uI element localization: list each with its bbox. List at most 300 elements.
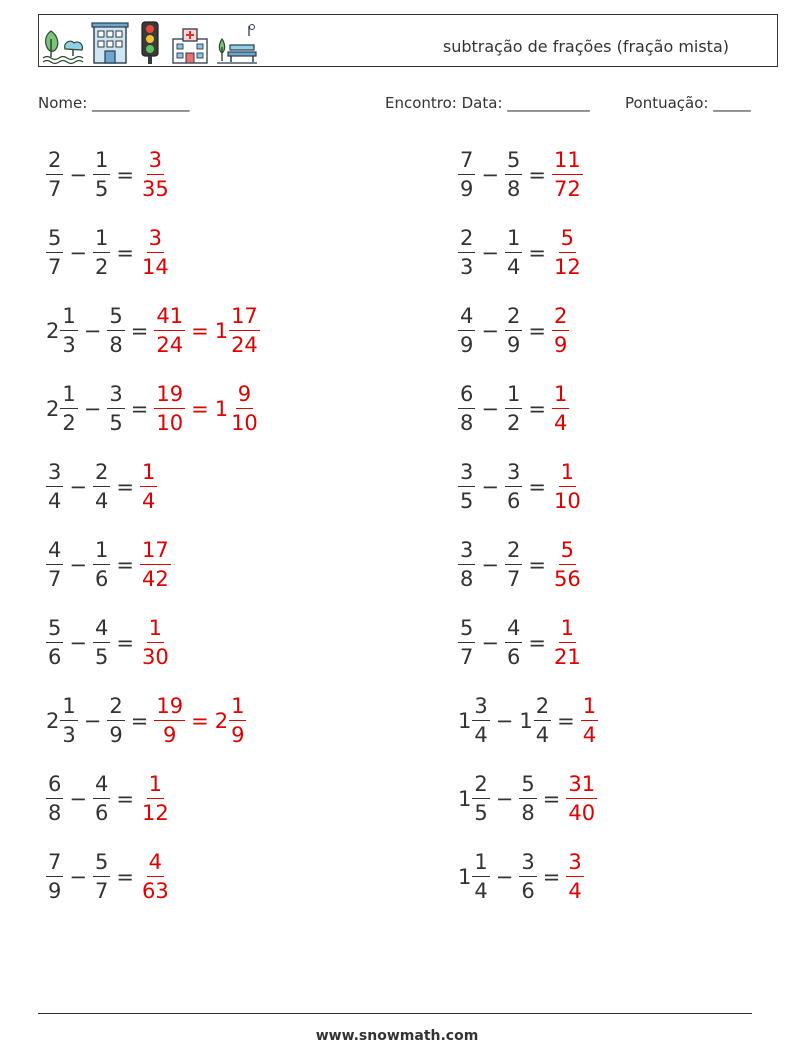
fraction-term <box>505 462 522 512</box>
whole-number: 2 <box>214 709 229 733</box>
numerator: 2 <box>107 696 124 721</box>
numerator: 3 <box>147 150 164 175</box>
numerator: 7 <box>458 150 475 175</box>
fraction <box>552 618 583 668</box>
problem-item <box>46 609 171 677</box>
whole-number: 1 <box>458 787 472 811</box>
problem-item <box>46 219 171 287</box>
problem-item <box>458 765 597 833</box>
whole-number: 2 <box>46 319 60 343</box>
fraction <box>46 540 63 590</box>
fraction-term <box>566 852 583 902</box>
fraction <box>93 228 110 278</box>
fraction-term <box>46 150 63 200</box>
fraction-term <box>552 228 583 278</box>
numerator: 3 <box>566 852 583 877</box>
fraction <box>46 462 63 512</box>
fraction-term <box>154 384 185 434</box>
fraction <box>552 462 583 512</box>
fraction <box>46 618 63 668</box>
numerator: 5 <box>519 774 536 799</box>
fraction <box>140 774 171 824</box>
equals-sign: = <box>130 319 149 343</box>
fraction <box>93 852 110 902</box>
fraction <box>229 306 260 356</box>
problem-item <box>458 297 569 365</box>
fraction-term <box>215 384 260 434</box>
fraction-term <box>552 462 583 512</box>
fraction-term <box>458 150 475 200</box>
fraction-term <box>566 774 597 824</box>
numerator: 2 <box>458 228 475 253</box>
problem-item <box>46 531 171 599</box>
hospital-icon <box>171 27 209 65</box>
numerator: 1 <box>60 696 77 721</box>
equals-sign: = <box>528 241 546 265</box>
name-field-label: Nome: _____________ <box>38 94 190 112</box>
numerator: 2 <box>505 306 522 331</box>
numerator: 1 <box>552 384 569 409</box>
fraction <box>93 618 110 668</box>
denominator: 21 <box>553 645 581 669</box>
fraction <box>140 462 157 512</box>
denominator: 7 <box>94 879 109 903</box>
fraction <box>46 150 63 200</box>
fraction-term <box>46 462 63 512</box>
equals-sign: = <box>542 865 561 889</box>
whole-number: 1 <box>214 319 229 343</box>
numerator: 2 <box>505 540 522 565</box>
numerator: 5 <box>46 618 63 643</box>
fraction <box>505 540 522 590</box>
problem-item <box>458 453 583 521</box>
numerator: 1 <box>559 618 576 643</box>
numerator: 5 <box>458 618 475 643</box>
fraction <box>458 150 475 200</box>
fraction-term <box>458 540 475 590</box>
fraction-term <box>93 150 110 200</box>
meeting-date-label: Encontro: Data: ___________ <box>385 94 590 112</box>
fraction <box>519 852 536 902</box>
numerator: 4 <box>458 306 475 331</box>
fraction-term <box>46 306 78 356</box>
denominator: 5 <box>460 489 474 513</box>
numerator: 5 <box>93 852 110 877</box>
minus-sign: − <box>495 709 514 733</box>
minus-sign: − <box>69 241 87 265</box>
numerator: 1 <box>505 228 522 253</box>
minus-sign: − <box>83 397 102 421</box>
fraction-term <box>552 540 583 590</box>
denominator: 4 <box>474 723 488 747</box>
numerator: 3 <box>107 384 124 409</box>
equals-sign: = <box>528 475 546 499</box>
fraction <box>505 228 522 278</box>
numerator: 5 <box>559 540 576 565</box>
denominator: 2 <box>62 411 76 435</box>
problem-item <box>46 141 171 209</box>
minus-sign: − <box>481 475 499 499</box>
denominator: 3 <box>62 723 76 747</box>
denominator: 8 <box>48 801 62 825</box>
fraction <box>534 696 551 746</box>
numerator: 17 <box>140 540 171 565</box>
fraction-term <box>552 618 583 668</box>
fraction <box>581 696 598 746</box>
fraction <box>140 618 171 668</box>
problem-item <box>458 843 584 911</box>
fraction <box>472 696 489 746</box>
numerator: 3 <box>147 228 164 253</box>
fraction <box>458 540 475 590</box>
fraction <box>458 306 475 356</box>
fraction <box>154 696 185 746</box>
numerator: 4 <box>93 618 110 643</box>
fraction-term <box>93 540 110 590</box>
denominator: 8 <box>506 177 521 201</box>
fraction-term <box>505 228 522 278</box>
equals-sign: = <box>116 865 134 889</box>
denominator: 9 <box>460 177 474 201</box>
numerator: 5 <box>505 150 522 175</box>
fraction-term <box>107 696 124 746</box>
minus-sign: − <box>481 631 499 655</box>
fraction <box>566 852 583 902</box>
equals-sign: = <box>130 709 149 733</box>
denominator: 3 <box>460 255 474 279</box>
denominator: 14 <box>141 255 169 279</box>
equals-sign: = <box>528 553 546 577</box>
fraction <box>107 384 124 434</box>
fraction-term <box>46 852 63 902</box>
fraction-term <box>154 306 185 356</box>
fraction-term <box>46 618 63 668</box>
fraction-term <box>519 774 536 824</box>
park-bench-icon <box>215 21 259 65</box>
numerator: 4 <box>505 618 522 643</box>
problem-item <box>46 375 260 443</box>
numerator: 1 <box>559 462 576 487</box>
numerator: 1 <box>93 150 110 175</box>
denominator: 4 <box>94 489 109 513</box>
equals-sign: = <box>130 397 149 421</box>
numerator: 1 <box>472 852 489 877</box>
fraction <box>93 462 110 512</box>
numerator: 5 <box>46 228 63 253</box>
minus-sign: − <box>69 787 87 811</box>
fraction-term <box>215 696 247 746</box>
fraction-term <box>458 228 475 278</box>
denominator: 6 <box>94 567 109 591</box>
denominator: 6 <box>94 801 109 825</box>
fraction <box>505 306 522 356</box>
fraction-term <box>93 618 110 668</box>
fraction <box>472 774 489 824</box>
minus-sign: − <box>495 787 514 811</box>
denominator: 8 <box>460 411 474 435</box>
equals-sign: = <box>116 787 134 811</box>
numerator: 3 <box>458 462 475 487</box>
whole-number: 1 <box>214 397 229 421</box>
denominator: 56 <box>553 567 581 591</box>
problem-item <box>46 297 260 365</box>
fraction <box>505 150 522 200</box>
numerator: 1 <box>147 774 164 799</box>
equals-sign: = <box>116 241 134 265</box>
whole-number: 1 <box>458 709 472 733</box>
fraction-term <box>140 618 171 668</box>
numerator: 1 <box>147 618 164 643</box>
numerator: 41 <box>154 306 185 331</box>
numerator: 11 <box>552 150 583 175</box>
denominator: 4 <box>535 723 550 747</box>
fraction-term <box>46 774 63 824</box>
fraction <box>505 618 522 668</box>
denominator: 30 <box>141 645 169 669</box>
denominator: 40 <box>568 801 596 825</box>
numerator: 4 <box>93 774 110 799</box>
numerator: 3 <box>458 540 475 565</box>
minus-sign: − <box>69 553 87 577</box>
whole-number: 1 <box>519 709 533 733</box>
denominator: 6 <box>521 879 535 903</box>
fraction <box>60 306 77 356</box>
denominator: 12 <box>141 801 169 825</box>
fraction <box>519 774 536 824</box>
problem-item <box>458 531 583 599</box>
denominator: 72 <box>553 177 581 201</box>
denominator: 9 <box>460 333 474 357</box>
header-icons <box>41 19 259 65</box>
fraction <box>140 150 171 200</box>
fraction-term <box>519 696 551 746</box>
denominator: 12 <box>553 255 581 279</box>
fraction-term <box>458 774 490 824</box>
denominator: 8 <box>521 801 535 825</box>
numerator: 3 <box>505 462 522 487</box>
fraction <box>46 774 63 824</box>
equals-sign: = <box>528 397 546 421</box>
denominator: 7 <box>48 177 62 201</box>
fraction-term <box>581 696 598 746</box>
numerator: 19 <box>154 696 185 721</box>
fraction-term <box>458 384 475 434</box>
minus-sign: − <box>69 631 87 655</box>
fraction <box>472 852 489 902</box>
equals-sign: = <box>528 631 546 655</box>
numerator: 4 <box>147 852 164 877</box>
fraction <box>229 384 260 434</box>
denominator: 24 <box>156 333 184 357</box>
whole-number: 1 <box>458 865 472 889</box>
fraction-term <box>46 540 63 590</box>
minus-sign: − <box>69 865 87 889</box>
fraction-term <box>93 852 110 902</box>
fraction <box>229 696 246 746</box>
numerator: 9 <box>236 384 253 409</box>
fraction <box>552 540 583 590</box>
fraction-term <box>140 150 171 200</box>
fraction-term <box>215 306 260 356</box>
denominator: 63 <box>141 879 169 903</box>
denominator: 2 <box>506 411 521 435</box>
footer-divider <box>38 1013 752 1014</box>
denominator: 9 <box>506 333 521 357</box>
denominator: 7 <box>48 567 62 591</box>
problem-item <box>46 687 246 755</box>
fraction <box>154 306 185 356</box>
denominator: 5 <box>94 645 109 669</box>
minus-sign: − <box>481 397 499 421</box>
denominator: 7 <box>506 567 521 591</box>
equals-sign: = <box>191 709 209 733</box>
denominator: 10 <box>231 411 258 435</box>
denominator: 5 <box>109 411 123 435</box>
fraction-term <box>505 540 522 590</box>
minus-sign: − <box>83 319 102 343</box>
problem-item <box>458 609 583 677</box>
denominator: 42 <box>141 567 169 591</box>
denominator: 4 <box>141 489 156 513</box>
denominator: 9 <box>553 333 568 357</box>
numerator: 17 <box>229 306 260 331</box>
numerator: 6 <box>46 774 63 799</box>
fraction-term <box>552 384 569 434</box>
fraction <box>93 540 110 590</box>
equals-sign: = <box>116 553 134 577</box>
equals-sign: = <box>191 397 209 421</box>
minus-sign: − <box>69 163 87 187</box>
denominator: 4 <box>474 879 488 903</box>
numerator: 1 <box>581 696 598 721</box>
denominator: 7 <box>48 255 62 279</box>
denominator: 4 <box>553 411 568 435</box>
numerator: 1 <box>93 228 110 253</box>
equals-sign: = <box>116 163 134 187</box>
fraction <box>93 150 110 200</box>
numerator: 1 <box>140 462 157 487</box>
fraction <box>107 306 124 356</box>
problem-item <box>46 453 157 521</box>
fraction-term <box>107 384 124 434</box>
denominator: 10 <box>156 411 184 435</box>
fraction-term <box>552 150 583 200</box>
numerator: 1 <box>505 384 522 409</box>
fraction <box>552 228 583 278</box>
fraction-term <box>505 306 522 356</box>
minus-sign: − <box>481 553 499 577</box>
fraction-term <box>140 852 171 902</box>
fraction-term <box>458 852 490 902</box>
numerator: 31 <box>566 774 597 799</box>
footer-url: www.snowmath.com <box>315 1028 479 1044</box>
denominator: 9 <box>109 723 123 747</box>
numerator: 1 <box>60 384 77 409</box>
numerator: 5 <box>559 228 576 253</box>
problem-item <box>458 375 569 443</box>
denominator: 9 <box>48 879 62 903</box>
equals-sign: = <box>116 631 134 655</box>
numerator: 2 <box>93 462 110 487</box>
whole-number: 2 <box>46 709 60 733</box>
fraction-term <box>140 774 171 824</box>
minus-sign: − <box>481 241 499 265</box>
traffic-light-icon <box>135 21 165 65</box>
numerator: 5 <box>107 306 124 331</box>
fraction <box>458 228 475 278</box>
fraction <box>60 696 77 746</box>
denominator: 9 <box>231 723 245 747</box>
fraction <box>552 384 569 434</box>
denominator: 10 <box>553 489 581 513</box>
fraction <box>154 384 185 434</box>
denominator: 5 <box>474 801 488 825</box>
fraction <box>140 228 171 278</box>
minus-sign: − <box>83 709 102 733</box>
numerator: 2 <box>472 774 489 799</box>
numerator: 6 <box>458 384 475 409</box>
fraction-term <box>140 462 157 512</box>
equals-sign: = <box>116 475 134 499</box>
fraction-term <box>107 306 124 356</box>
denominator: 4 <box>568 879 582 903</box>
numerator: 3 <box>519 852 536 877</box>
denominator: 4 <box>582 723 597 747</box>
fraction <box>140 852 171 902</box>
equals-sign: = <box>557 709 575 733</box>
numerator: 19 <box>154 384 185 409</box>
problem-item <box>458 219 583 287</box>
whole-number: 2 <box>46 397 60 421</box>
fraction-term <box>505 150 522 200</box>
fraction-term <box>46 384 78 434</box>
fraction-term <box>458 462 475 512</box>
minus-sign: − <box>69 475 87 499</box>
problem-item <box>458 687 598 755</box>
numerator: 7 <box>46 852 63 877</box>
header-box <box>38 14 778 67</box>
equals-sign: = <box>191 319 209 343</box>
fraction-term <box>519 852 536 902</box>
fraction <box>107 696 124 746</box>
denominator: 7 <box>460 645 474 669</box>
problem-item <box>458 141 583 209</box>
fraction <box>552 150 583 200</box>
denominator: 2 <box>94 255 109 279</box>
trees-river-icon <box>41 27 85 65</box>
minus-sign: − <box>481 163 499 187</box>
fraction-term <box>552 306 569 356</box>
numerator: 4 <box>46 540 63 565</box>
equals-sign: = <box>528 163 546 187</box>
fraction-term <box>505 618 522 668</box>
fraction <box>566 774 597 824</box>
denominator: 5 <box>94 177 109 201</box>
numerator: 2 <box>46 150 63 175</box>
fraction-term <box>505 384 522 434</box>
problem-item <box>46 765 171 833</box>
numerator: 3 <box>46 462 63 487</box>
fraction-term <box>46 228 63 278</box>
denominator: 6 <box>506 489 521 513</box>
equals-sign: = <box>528 319 546 343</box>
denominator: 3 <box>62 333 76 357</box>
denominator: 35 <box>141 177 169 201</box>
fraction <box>458 384 475 434</box>
fraction-term <box>46 696 78 746</box>
score-label: Pontuação: _____ <box>625 94 751 112</box>
fraction-term <box>140 228 171 278</box>
